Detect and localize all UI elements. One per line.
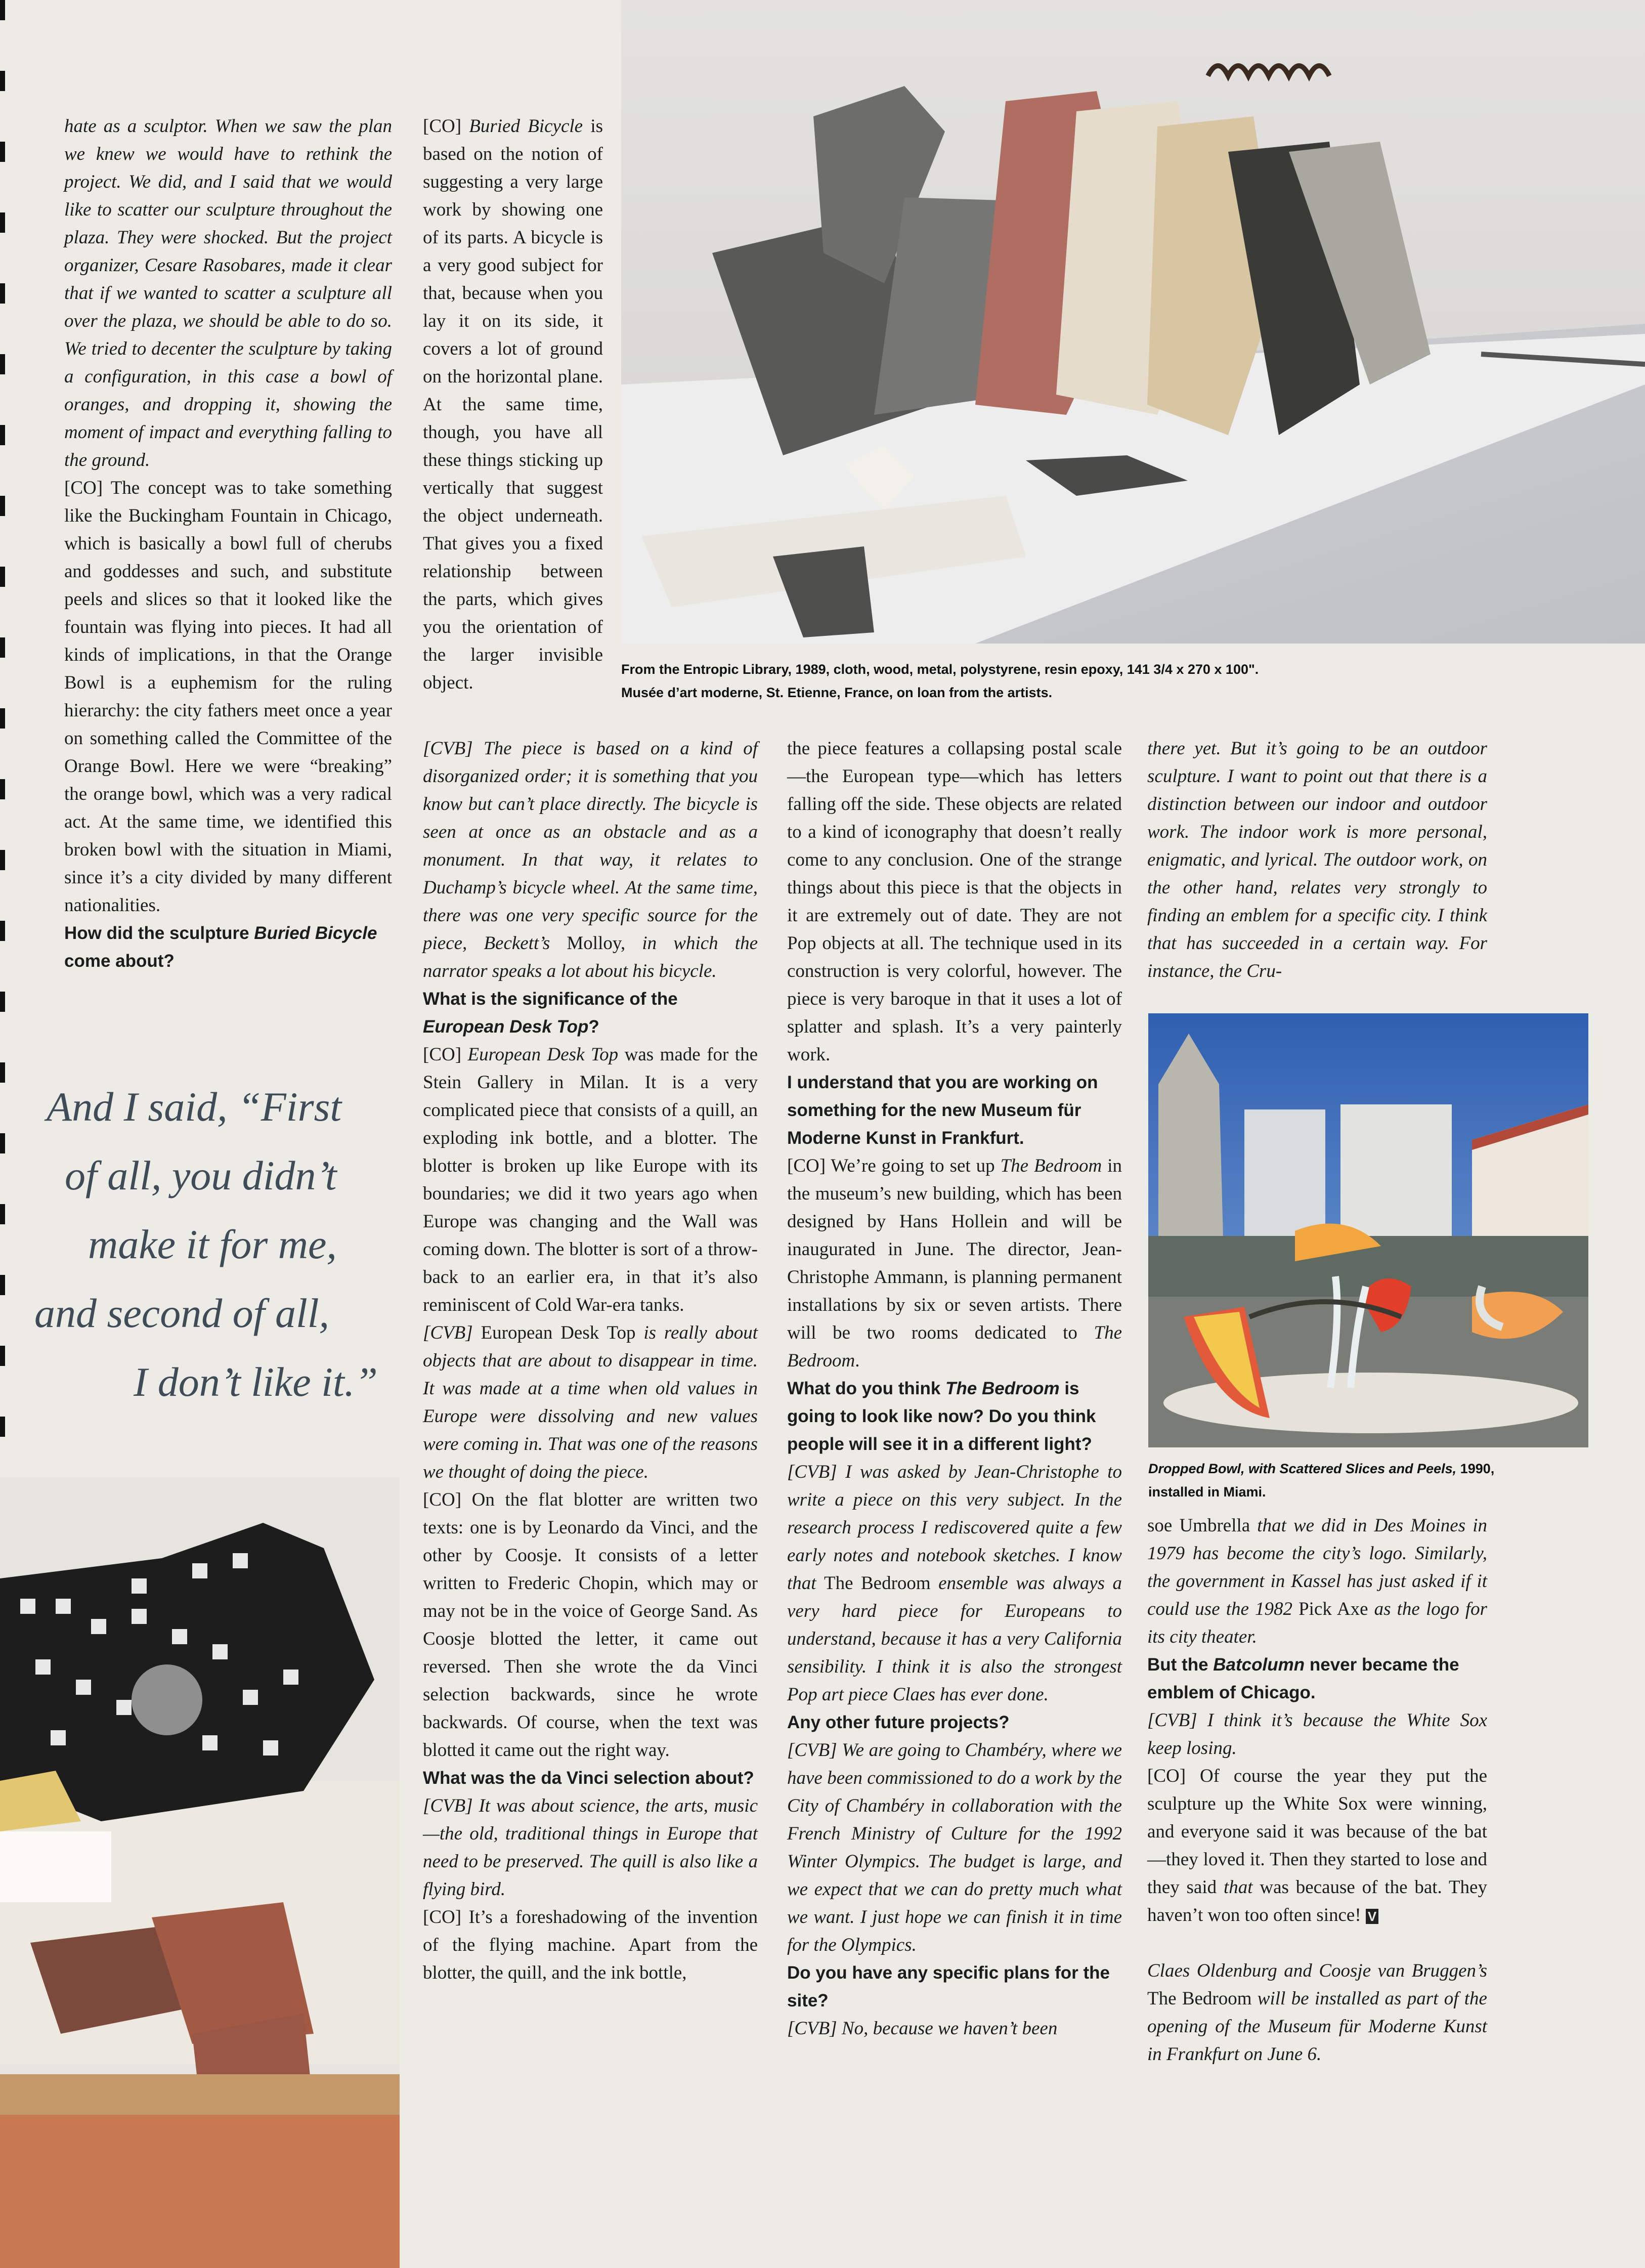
column-2 xyxy=(423,112,603,697)
question: What was the da Vinci selection about? xyxy=(423,1768,754,1788)
photo-dropped-bowl xyxy=(1148,1013,1588,1447)
paragraph: [CO] Of course the year they put the sculpture up the White Sox were winning, and everyone said it was because of the bat—they loved it. Then they started to lose and they said that was because of the bat. They haven’t won too often since! V xyxy=(1147,1766,1487,1925)
paragraph: soe Umbrella that we did in Des Moines in 1979 has become the city’s logo. Similarly, the government in Kassel has just asked if it could use the 1982 Pick Axe as the logo for its city theater. xyxy=(1147,1515,1487,1647)
paragraph: [CO] The concept was to take something like the Buckingham Fountain in Chicago, which is basically a bowl full of cherubs and goddesses and such, and substitute peels and slices so that it looked like the fountain was flying into pieces. It had all kinds of implications, in that the Orange Bowl is a euphemism for the ruling hierarchy: the city fathers meet once a year on something called the Committee of the Orange Bowl. Here we were “breaking” the orange bowl, which was a very radical act. At the same time, we identified this broken bowl with the situation in Miami, since it’s a city divided by many different nationalities. xyxy=(64,478,392,916)
paragraph: [CO] It’s a foreshadowing of the invention of the flying machine. Apart from the blotter, the quill, and the ink bottle, xyxy=(423,1907,758,1983)
paragraph: [CO] On the flat blotter are written two texts: one is by Leonardo da Vinci, and the other by Coosje. It consists of a letter written to Frederic Chopin, which may or may not be in the voice of George Sand. As Coosje blotted the letter, it came out reversed. Then she wrote the da Vinci selection backwards, since he wrote backwards. Of course, when the text was blotted it came out the right way. xyxy=(423,1489,758,1761)
photo-bedroom-detail xyxy=(0,1477,400,2268)
paragraph: the piece features a collapsing postal scale—the European type—which has letters falling off the side. These objects are related to a kind of iconography that doesn’t really come to any conclusion. One of the strange things about this piece is that the objects in it are extremely out of date. They are not Pop objects at all. The technique used in its construction is very colorful, however. The piece is very baroque in that it uses a lot of splatter and splash. It’s a very painterly work. xyxy=(787,738,1122,1065)
paragraph: hate as a sculptor. When we saw the plan we knew we would have to rethink the project. We did, and I said that we would like to scatter our sculpture throughout the plaza. They were shocked. But the project organizer, Cesare Rasobares, made it clear that if we wanted to scatter a sculpture all over the plaza, we should be able to do so. We tried to decenter the sculpture by taking a configuration, in this case a bowl of oranges, and dropping it, showing the moment of impact and everything falling to the ground. xyxy=(64,116,392,470)
paragraph: [CVB] We are going to Chambéry, where we have been commissioned to do a work by the City of Chambéry in collaboration with the French Ministry of Culture for the 1992 Winter Olympics. The budget is large, and we expect that we can do pretty much what we want. I just hope we can finish it in time for the Olympics. xyxy=(787,1740,1122,1955)
paragraph: there yet. But it’s going to be an outdoor sculpture. I want to point out that there is a distinction between our indoor and outdoor work. The indoor work is more personal, enigmatic, and lyrical. The outdoor work, on the other hand, relates very strongly to finding an emblem for a specific city. I think that has succeeded in a certain way. For instance, the Cru- xyxy=(1147,738,1487,981)
caption-location: Musée d’art moderne, St. Etienne, France, on loan from the artists. xyxy=(621,685,1053,700)
paragraph: [CO] We’re going to set up The Bedroom in the museum’s new building, which has been designed by Hans Hollein and will be inaugurated in June. The director, Jean-Christophe Ammann, is planning permanent installations by six or seven artists. There will be two rooms dedicated to The Bedroom. xyxy=(787,1156,1122,1371)
question: What is the significance of the European Desk Top? xyxy=(423,989,678,1037)
question: How did the sculpture Buried Bicycle come about? xyxy=(64,923,377,971)
caption-entropic-library xyxy=(621,658,1645,704)
question: Any other future projects? xyxy=(787,1713,1010,1732)
question: But the Batcolumn never became the emblem of Chicago. xyxy=(1147,1655,1459,1702)
caption-title: From the Entropic Library, xyxy=(621,662,792,677)
pull-quote-line: of all, you didn’t xyxy=(65,1152,337,1199)
paragraph: [CVB] It was about science, the arts, music—the old, traditional things in Europe that need to be preserved. The quill is also like a flying bird. xyxy=(423,1795,758,1900)
credit-note: Claes Oldenburg and Coosje van Bruggen’s The Bedroom will be installed as part of the opening of the Museum für Moderne Kunst in Frankfurt on June 6. xyxy=(1147,1960,1487,2065)
column-4-lower xyxy=(1147,1512,1487,2068)
caption-details: 1989, cloth, wood, metal, polystyrene, resin epoxy, 141 3/4 x 270 x 100". xyxy=(792,662,1259,677)
pull-quote-line: make it for me, xyxy=(88,1221,337,1267)
paragraph: [CVB] I think it’s because the White Sox keep losing. xyxy=(1147,1710,1487,1759)
question: Do you have any specific plans for the site? xyxy=(787,1963,1110,2010)
paragraph: [CVB] I was asked by Jean-Christophe to write a piece on this very subject. In the research process I rediscovered quite a few early notes and notebook sketches. I know that The Bedroom ensemble was always a very hard piece for Europeans to understand, because it has a very California sensibility. I think it is also the strongest Pop art piece Claes has ever done. xyxy=(787,1462,1122,1705)
photo-entropic-library xyxy=(621,0,1645,644)
pull-quote-line: And I said, “First xyxy=(47,1084,342,1130)
question: I understand that you are working on something for the new Museum für Moderne Kunst in Frankfurt. xyxy=(787,1073,1098,1148)
caption-details: 1990, installed in Miami. xyxy=(1148,1461,1495,1500)
caption-dropped-bowl xyxy=(1148,1457,1533,1504)
paragraph: [CVB] European Desk Top is really about objects that are about to disappear in time. It was made at a time when old values in Europe were dissolving and new values were coming in. That was one of the reasons we thought of doing the piece. xyxy=(423,1322,758,1482)
column-2-lower xyxy=(423,735,758,1987)
pull-quote-line: I don’t like it.” xyxy=(134,1359,378,1405)
end-mark-icon: V xyxy=(1366,1909,1378,1924)
column-1 xyxy=(64,112,392,975)
column-3 xyxy=(787,735,1122,2042)
pull-quote xyxy=(20,1073,384,1417)
question: What do you think The Bedroom is going to look like now? Do you think people will see it in a different light? xyxy=(787,1379,1096,1454)
paragraph: [CVB] No, because we haven’t been xyxy=(787,2018,1058,2039)
paragraph: [CO] European Desk Top was made for the Stein Gallery in Milan. It is a very complicated piece that consists of a quill, an exploding ink bottle, and a blotter. The blotter is broken up like Europe with its boundaries; we did it two years ago when Europe was changing and the Wall was coming down. The blotter is sort of a throw-back to an earlier era, in that it’s also reminiscent of Cold War-era tanks. xyxy=(423,1044,758,1315)
paragraph: [CO] Buried Bicycle is based on the notion of suggesting a very large work by showing one of its parts. A bicycle is a very good subject for that, because when you lay it on its side, it covers a lot of ground on the horizontal plane. At the same time, though, you have all these things sticking up vertically that suggest the object underneath. That gives you a fixed relationship between the parts, which gives you the orientation of the larger invisible object. xyxy=(423,116,603,693)
paragraph: [CVB] The piece is based on a kind of disorganized order; it is something that you know but can’t place directly. The bicycle is seen at once as an obstacle and as a monument. In that way, it relates to Duchamp’s bicycle wheel. At the same time, there was one very specific source for the piece, Beckett’s Molloy, in which the narrator speaks a lot about his bicycle. xyxy=(423,738,758,981)
column-4 xyxy=(1147,735,1487,985)
pull-quote-line: and second of all, xyxy=(34,1290,330,1336)
caption-title: Dropped Bowl, with Scattered Slices and Peels, xyxy=(1148,1461,1457,1476)
